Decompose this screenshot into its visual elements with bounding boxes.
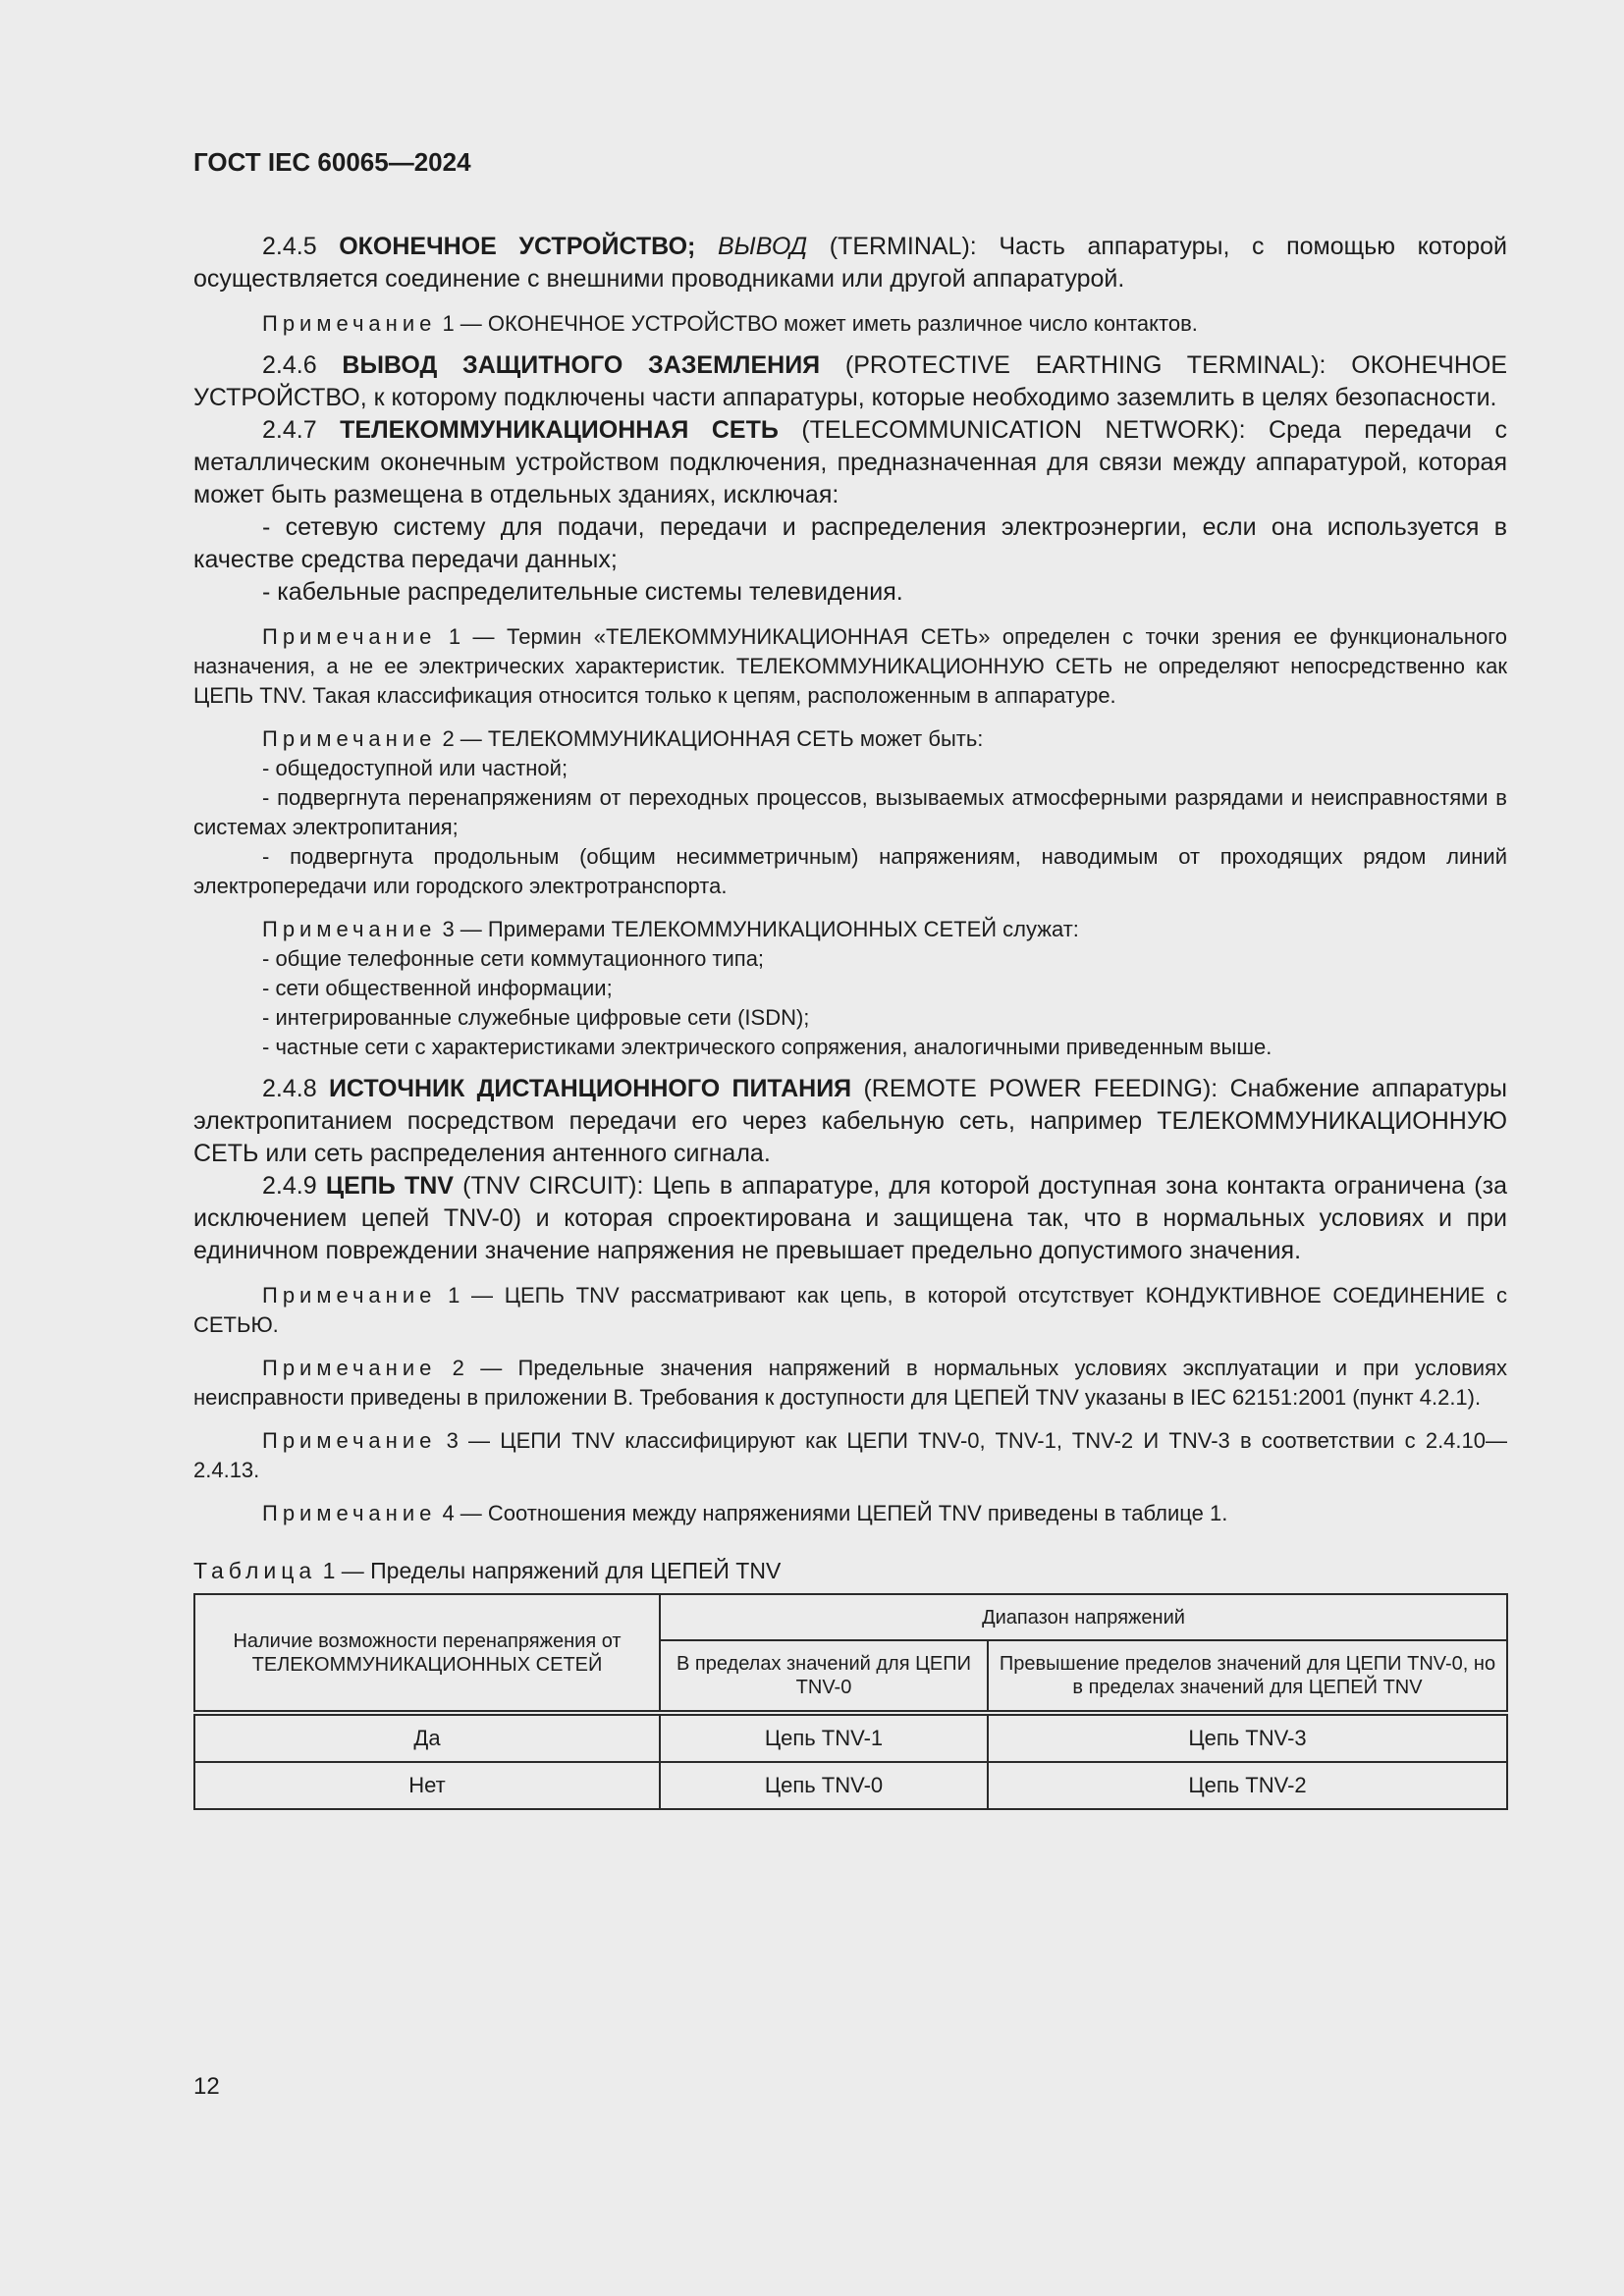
term: ЦЕПЬ TNV — [325, 1172, 454, 1200]
table-cell: Да — [194, 1713, 660, 1762]
note-text: 1 — ОКОНЕЧНОЕ УСТРОЙСТВО может иметь различное число контактов. — [436, 311, 1198, 336]
table-caption-label: Таблица — [193, 1558, 317, 1583]
note-label: Примечание — [262, 1501, 437, 1525]
table-cell: Цепь TNV-2 — [988, 1762, 1507, 1809]
note-text: 2 — ТЕЛЕКОММУНИКАЦИОННАЯ СЕТЬ может быть: — [436, 726, 984, 751]
note-list-item: - общие телефонные сети коммутационного типа; — [262, 946, 765, 971]
term: ВЫВОД ЗАЩИТНОГО ЗАЗЕМЛЕНИЯ — [342, 351, 821, 379]
note — [193, 622, 1507, 711]
table-caption-text: 1 — Пределы напряжений для ЦЕПЕЙ TNV — [316, 1558, 782, 1583]
note-text: 3 — ЦЕПИ TNV классифицируют как ЦЕПИ TNV-0, TNV-1, TNV-2 И TNV-3 в соответствии с 2.4.10—2.4.13. — [193, 1428, 1507, 1482]
note — [193, 1354, 1507, 1413]
definition-text: (PROTECTIVE EARTHING TERMINAL): ОКОНЕЧНОЕ УСТРОЙСТВО, к которому подключены части аппаратуры, которые необходимо заземлить в целях безопасности. — [193, 351, 1507, 411]
table-cell: Нет — [194, 1762, 660, 1809]
table-group-header: Диапазон напряжений — [660, 1594, 1507, 1640]
note-label: Примечание — [262, 1283, 437, 1308]
term-italic: ВЫВОД — [717, 233, 808, 260]
document-header: ГОСТ IEC 60065—2024 — [193, 147, 471, 177]
note-list-item: - подвергнута перенапряжениям от переходных процессов, вызываемых атмосферными разрядами и неисправностями в системах электропитания; — [193, 785, 1507, 839]
note-text: 1 — Термин «ТЕЛЕКОММУНИКАЦИОННАЯ СЕТЬ» определен с точки зрения ее функционального назначения, а не ее электрических характеристик. ТЕЛЕКОММУНИКАЦИОННУЮ СЕТЬ не определяют непосредственно как ЦЕПЬ TNV. Такая классификация относится только к цепям, расположенным в аппаратуре. — [193, 624, 1507, 708]
note-text: 1 — ЦЕПЬ TNV рассматривают как цепь, в которой отсутствует КОНДУКТИВНОЕ СОЕДИНЕНИЕ с СЕТЬЮ. — [193, 1283, 1507, 1337]
note-label: Примечание — [262, 1428, 437, 1453]
note — [193, 309, 1507, 339]
section-number: 2.4.6 — [262, 351, 343, 379]
section-number: 2.4.9 — [262, 1172, 326, 1200]
note-list-item: - сети общественной информации; — [262, 976, 613, 1000]
note-label: Примечание — [262, 1356, 437, 1380]
note-list-item: - общедоступной или частной; — [262, 756, 568, 780]
table-cell: Цепь TNV-1 — [660, 1713, 988, 1762]
section-2-4-5 — [193, 231, 1507, 295]
table-cell: Цепь TNV-0 — [660, 1762, 988, 1809]
list-item: - кабельные распределительные системы телевидения. — [262, 578, 903, 606]
section-2-4-9 — [193, 1170, 1507, 1267]
page-number: 12 — [193, 2073, 220, 2100]
note-list-item: - интегрированные служебные цифровые сети (ISDN); — [262, 1005, 810, 1030]
note-list-item: - подвергнута продольным (общим несимметричным) напряжениям, наводимым от проходящих рядом линий электропередачи или городского электротранспорта. — [193, 844, 1507, 898]
table-header-row — [194, 1594, 1507, 1640]
note-label: Примечание — [262, 311, 437, 336]
definition-text: (TERMINAL): Часть аппаратуры, с помощью которой осуществляется соединение с внешними проводниками или другой аппаратурой. — [193, 233, 1507, 293]
note-label: Примечание — [262, 624, 437, 649]
note-label: Примечание — [262, 726, 437, 751]
table-header-cell: В пределах значений для ЦЕПИ TNV-0 — [660, 1640, 988, 1713]
note-text: 2 — Предельные значения напряжений в нормальных условиях эксплуатации и при условиях неисправности приведены в приложении В. Требования к доступности для ЦЕПЕЙ TNV указаны в IEC 62151:2001 (пункт 4.2.1). — [193, 1356, 1507, 1410]
section-number: 2.4.8 — [262, 1075, 329, 1102]
table-header-cell: Наличие возможности перенапряжения от ТЕЛЕКОММУНИКАЦИОННЫХ СЕТЕЙ — [194, 1594, 660, 1713]
table-row — [194, 1762, 1507, 1809]
document-page — [193, 147, 1507, 1810]
term: ИСТОЧНИК ДИСТАНЦИОННОГО ПИТАНИЯ — [328, 1075, 852, 1102]
section-number: 2.4.7 — [262, 416, 341, 444]
note — [193, 1281, 1507, 1340]
table-cell: Цепь TNV-3 — [988, 1713, 1507, 1762]
list-item: - сетевую систему для подачи, передачи и распределения электроэнергии, если она используется в качестве средства передачи данных; — [193, 513, 1507, 573]
note — [193, 1426, 1507, 1485]
note-list-item: - частные сети с характеристиками электрического сопряжения, аналогичными приведенным выше. — [262, 1035, 1272, 1059]
definition-text: (REMOTE POWER FEEDING): Снабжение аппаратуры электропитанием посредством передачи его через кабельную сеть, например ТЕЛЕКОММУНИКАЦИОННУЮ СЕТЬ или сеть распределения антенного сигнала. — [193, 1075, 1507, 1167]
note — [193, 915, 1507, 944]
table-row — [194, 1713, 1507, 1762]
section-2-4-7 — [193, 414, 1507, 511]
note — [193, 1499, 1507, 1528]
note-label: Примечание — [262, 917, 437, 941]
section-2-4-6 — [193, 349, 1507, 414]
term: ТЕЛЕКОММУНИКАЦИОННАЯ СЕТЬ — [340, 416, 779, 444]
section-2-4-8 — [193, 1073, 1507, 1170]
definition-text: (TELECOMMUNICATION NETWORK): Среда передачи с металлическим оконечным устройством подключения, предназначенная для связи между аппаратурой, которая может быть размещена в отдельных зданиях, исключая: — [193, 416, 1507, 508]
note-text: 3 — Примерами ТЕЛЕКОММУНИКАЦИОННЫХ СЕТЕЙ служат: — [436, 917, 1079, 941]
note — [193, 724, 1507, 754]
term: ОКОНЕЧНОЕ УСТРОЙСТВО; — [339, 233, 718, 260]
table-caption — [193, 1556, 1507, 1585]
definition-text: (TNV CIRCUIT): Цепь в аппаратуре, для которой доступная зона контакта ограничена (за исключением цепей TNV-0) и которая спроектирована и защищена так, что в нормальных условиях и при единичном повреждении значение напряжения не превышает предельно допустимого значения. — [193, 1172, 1507, 1264]
voltage-limits-table — [193, 1593, 1508, 1810]
note-text: 4 — Соотношения между напряжениями ЦЕПЕЙ TNV приведены в таблице 1. — [436, 1501, 1228, 1525]
section-number: 2.4.5 — [262, 233, 340, 260]
table-header-cell: Превышение пределов значений для ЦЕПИ TNV-0, но в пределах значений для ЦЕПЕЙ TNV — [988, 1640, 1507, 1713]
